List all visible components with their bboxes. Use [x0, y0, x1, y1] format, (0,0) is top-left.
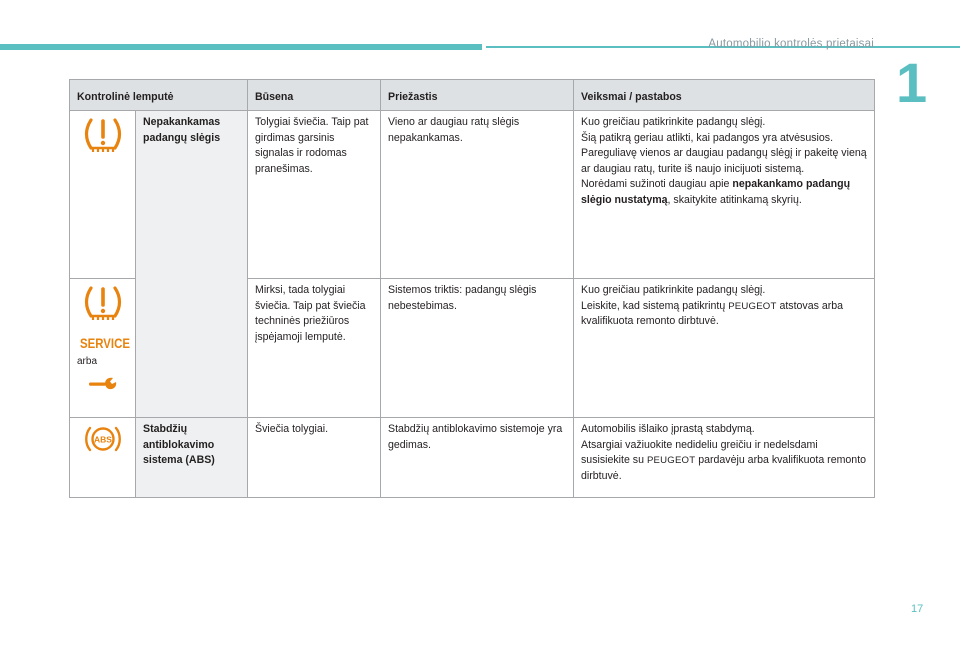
- or-label: arba: [77, 356, 98, 367]
- action-text: Atsargiai važiuokite nedideliu greičiu ir nedelsdami susisiekite su: [581, 438, 818, 467]
- action-text: Šią patikrą geriau atlikti, kai padangos yra atvėsusios.: [581, 131, 834, 144]
- header-state: Būsena: [248, 80, 381, 111]
- tire-pressure-warning-icon: [83, 283, 123, 323]
- action-text: pardavėju arba kvalifikuota remonto dirbtuvė.: [581, 454, 867, 482]
- action-cell: [574, 279, 875, 418]
- section-title: Automobilio kontrolės prietaisai: [708, 38, 874, 50]
- table-row: [70, 111, 875, 279]
- chapter-number: 1: [896, 51, 928, 114]
- indicator-icon-cell: [70, 279, 136, 418]
- indicator-name-line: Stabdžių: [143, 423, 188, 435]
- action-bold-text: nepakankamo padangų slėgio nustatymą: [581, 178, 851, 206]
- service-warning-icon: [77, 333, 133, 353]
- abs-warning-icon: [83, 422, 123, 456]
- indicator-name-line: Nepakankamas: [143, 116, 221, 128]
- indicator-name-line: sistema (ABS): [143, 454, 215, 467]
- abs-icon-text: ABS: [93, 434, 112, 445]
- indicator-name-cell: [136, 418, 248, 498]
- cause-cell: Stabdžių antiblokavimo sistemoje yra gedimas.: [381, 418, 574, 498]
- table-header-row: [70, 80, 875, 111]
- action-text: Kuo greičiau patikrinkite padangų slėgį.: [581, 116, 766, 128]
- cause-cell: Vieno ar daugiau ratų slėgis nepakankamas.: [381, 111, 574, 279]
- warning-lights-table: [69, 79, 875, 498]
- action-text: Leiskite, kad sistemą patikrintų: [581, 299, 729, 312]
- action-text: Kuo greičiau patikrinkite padangų slėgį.: [581, 284, 766, 296]
- wrench-icon: [87, 376, 119, 392]
- state-cell: Tolygiai šviečia. Taip pat girdimas garsinis signalas ir rodomas pranešimas.: [248, 111, 381, 279]
- header-cause: Priežastis: [381, 80, 574, 111]
- service-icon-text: SERVICE: [80, 335, 130, 351]
- tire-pressure-warning-icon: [83, 115, 123, 155]
- brand-name: PEUGEOT: [646, 455, 696, 467]
- table-row: [70, 418, 875, 498]
- action-text: Norėdami sužinoti daugiau apie: [581, 178, 733, 191]
- cause-cell: Sistemos triktis: padangų slėgis nebestebimas.: [381, 279, 574, 418]
- header-indicator: Kontrolinė lemputė: [70, 80, 248, 111]
- page-number: 17: [911, 603, 924, 615]
- state-cell: Mirksi, tada tolygiai šviečia. Taip pat šviečia techninės priežiūros įspėjamoji lemputė.: [248, 279, 381, 418]
- action-cell: [574, 111, 875, 279]
- action-cell: [574, 418, 875, 498]
- indicator-name-line: antiblokavimo: [143, 438, 215, 451]
- action-text: , skaitykite atitinkamą skyrių.: [667, 193, 802, 206]
- header-accent-bar: [0, 44, 482, 50]
- indicator-icon-cell: [70, 418, 136, 498]
- action-text: Automobilis išlaiko įprastą stabdymą.: [581, 423, 755, 435]
- state-cell: Šviečia tolygiai.: [248, 418, 381, 498]
- brand-name: PEUGEOT: [728, 300, 777, 312]
- action-text: atstovas arba kvalifikuota remonto dirbtuvė.: [581, 299, 844, 328]
- action-text: Pareguliavę vienos ar daugiau padangų slėgį ir pakeitę vieną ar daugiau ratų, turite iš naujo inicijuoti sistemą.: [581, 147, 867, 175]
- indicator-name-cell: [136, 111, 248, 418]
- indicator-icon-cell: [70, 111, 136, 279]
- indicator-name-line: padangų slėgis: [143, 131, 221, 144]
- header-action: Veiksmai / pastabos: [574, 80, 875, 111]
